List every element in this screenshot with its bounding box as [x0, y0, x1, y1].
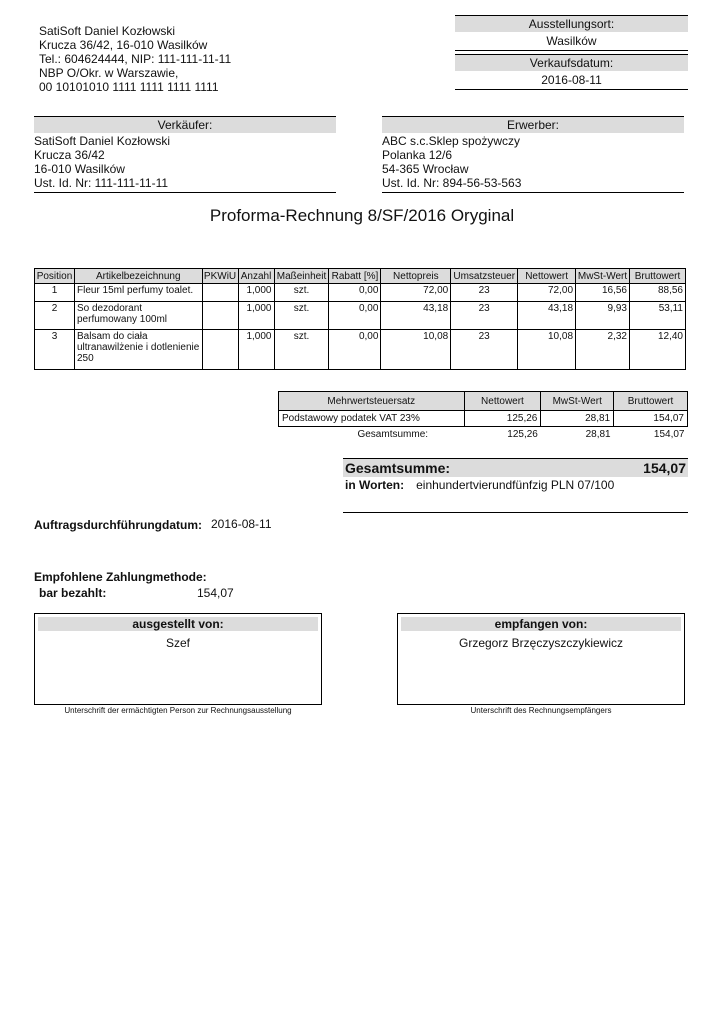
- issued-by-label: ausgestellt von:: [38, 617, 318, 631]
- cell-gross-value: 88,56: [630, 284, 686, 302]
- vat-total-row: [279, 427, 688, 443]
- cell-vat-value: 9,93: [576, 302, 630, 330]
- buyer-block: [382, 116, 684, 193]
- buyer-line: Ust. Id. Nr: 894-56-53-563: [382, 176, 522, 190]
- vat-total-gross: 154,07: [653, 429, 685, 440]
- vat-total-net: 125,26: [507, 429, 538, 440]
- seller-header-line: Tel.: 604624444, NIP: 111-111-11-11: [39, 52, 232, 66]
- received-by-name: Grzegorz Brzęczyszczykiewicz: [458, 636, 624, 650]
- grand-total-value: 154,07: [643, 460, 686, 476]
- items-header-row: [35, 269, 686, 284]
- column-header: Position: [35, 269, 75, 284]
- issue-place-box: [455, 15, 688, 51]
- execution-date-label: Auftragsdurchführungdatum:: [34, 518, 202, 532]
- cell-unit: szt.: [274, 284, 329, 302]
- column-header: Bruttowert: [614, 392, 688, 411]
- cell-pkwiu: [202, 302, 238, 330]
- cell-vat-rate-name: Podstawowy podatek VAT 23%: [279, 411, 465, 427]
- seller-line: 16-010 Wasilków: [34, 162, 125, 176]
- column-header: Mehrwertsteuersatz: [279, 392, 465, 411]
- seller-line: SatiSoft Daniel Kozłowski: [34, 134, 171, 148]
- seller-label: Verkäufer:: [34, 116, 336, 133]
- payment-amount: 154,07: [197, 586, 234, 600]
- vat-total-label: Gesamtsumme:: [357, 429, 429, 440]
- cell-discount: 0,00: [329, 330, 381, 370]
- cell-net-price: 43,18: [381, 302, 451, 330]
- buyer-line: ABC s.c.Sklep spożywczy: [382, 134, 521, 148]
- seller-header-line: Krucza 36/42, 16-010 Wasilków: [39, 38, 208, 52]
- column-header: Maßeinheit: [274, 269, 329, 284]
- items-table: [34, 268, 686, 370]
- cell-gross-value: 154,07: [614, 411, 688, 427]
- cell-pkwiu: [202, 284, 238, 302]
- cell-net-value: 125,26: [464, 411, 541, 427]
- grand-total-bar: [343, 458, 688, 477]
- grand-total-label: Gesamtsumme:: [345, 460, 451, 476]
- vat-total-vat: 28,81: [585, 429, 611, 440]
- cell-position: 3: [35, 330, 75, 370]
- payment-method-label: Empfohlene Zahlungmethode:: [34, 570, 207, 584]
- column-header: MwSt-Wert: [541, 392, 614, 411]
- cell-quantity: 1,000: [238, 302, 274, 330]
- issue-place-value: Wasilków: [455, 32, 688, 51]
- received-by-box: [397, 613, 685, 705]
- cell-quantity: 1,000: [238, 330, 274, 370]
- table-row: [279, 411, 688, 427]
- buyer-line: 54-365 Wrocław: [382, 162, 469, 176]
- amount-in-words: [345, 478, 614, 492]
- seller-line: Ust. Id. Nr: 111-111-11-11: [34, 176, 169, 190]
- column-header: Artikelbezeichnung: [74, 269, 202, 284]
- column-header: Nettopreis: [381, 269, 451, 284]
- column-header: MwSt-Wert: [576, 269, 630, 284]
- column-header: PKWiU: [203, 270, 237, 282]
- cell-net-value: 43,18: [518, 302, 576, 330]
- issue-place-label: Ausstellungsort:: [455, 15, 688, 32]
- cell-vat-value: 28,81: [541, 411, 614, 427]
- vat-summary-table: [278, 391, 688, 442]
- column-header: Nettowert: [518, 269, 576, 284]
- cell-net-value: 72,00: [518, 284, 576, 302]
- buyer-line: Polanka 12/6: [382, 148, 453, 162]
- issued-by-name: Szef: [165, 636, 190, 650]
- seller-header: [39, 24, 231, 94]
- cell-article: So dezodorant perfumowany 100ml: [74, 302, 202, 330]
- in-words-value: einhundertvierundfünfzig PLN 07/100: [416, 478, 615, 492]
- cell-quantity: 1,000: [238, 284, 274, 302]
- cell-pkwiu: [202, 330, 238, 370]
- cell-discount: 0,00: [329, 284, 381, 302]
- buyer-label: Erwerber:: [382, 116, 684, 133]
- divider: [343, 512, 688, 513]
- cell-gross-value: 12,40: [630, 330, 686, 370]
- received-by-caption: Unterschrift des Rechnungsempfängers: [470, 706, 612, 715]
- column-header: Anzahl: [238, 269, 274, 284]
- sale-date-label: Verkaufsdatum:: [455, 54, 688, 71]
- seller-header-line: NBP O/Okr. w Warszawie,: [39, 66, 179, 80]
- cell-gross-value: 53,11: [630, 302, 686, 330]
- table-row: [35, 330, 686, 370]
- in-words-label: in Worten:: [345, 478, 405, 492]
- sale-date-box: [455, 54, 688, 90]
- document-title: Proforma-Rechnung 8/SF/2016 Oryginal: [209, 206, 515, 225]
- issued-by-box: [34, 613, 322, 705]
- payment-method: bar bezahlt:: [39, 586, 107, 600]
- cell-unit: szt.: [274, 302, 329, 330]
- seller-header-line: 00 10101010 1111 1111 1111 1111: [39, 80, 219, 94]
- cell-net-price: 10,08: [381, 330, 451, 370]
- vat-header-row: [279, 392, 688, 411]
- cell-net-value: 10,08: [518, 330, 576, 370]
- cell-position: 2: [35, 302, 75, 330]
- cell-net-price: 72,00: [381, 284, 451, 302]
- cell-unit: szt.: [274, 330, 329, 370]
- table-row: [35, 284, 686, 302]
- issued-by-caption: Unterschrift der ermächtigten Person zur Rechnungsausstellung: [64, 706, 292, 715]
- received-by-label: empfangen von:: [401, 617, 681, 631]
- table-row: [35, 302, 686, 330]
- column-header: Rabatt [%]: [329, 269, 381, 284]
- cell-article: Balsam do ciała ultranawilżenie i dotlenienie 250: [74, 330, 202, 370]
- seller-line: Krucza 36/42: [34, 148, 105, 162]
- cell-vat-value: 2,32: [576, 330, 630, 370]
- column-header: Umsatzsteuer: [451, 269, 518, 284]
- cell-vat-rate: 23: [451, 284, 518, 302]
- cell-vat-rate: 23: [451, 302, 518, 330]
- execution-date-value: 2016-08-11: [211, 517, 272, 531]
- seller-header-line: SatiSoft Daniel Kozłowski: [39, 24, 176, 38]
- column-header: Nettowert: [464, 392, 541, 411]
- cell-vat-value: 16,56: [576, 284, 630, 302]
- seller-block: [34, 116, 336, 193]
- cell-vat-rate: 23: [451, 330, 518, 370]
- cell-discount: 0,00: [329, 302, 381, 330]
- cell-article: Fleur 15ml perfumy toalet.: [74, 284, 202, 302]
- cell-position: 1: [35, 284, 75, 302]
- column-header: Bruttowert: [630, 269, 686, 284]
- sale-date-value: 2016-08-11: [455, 71, 688, 90]
